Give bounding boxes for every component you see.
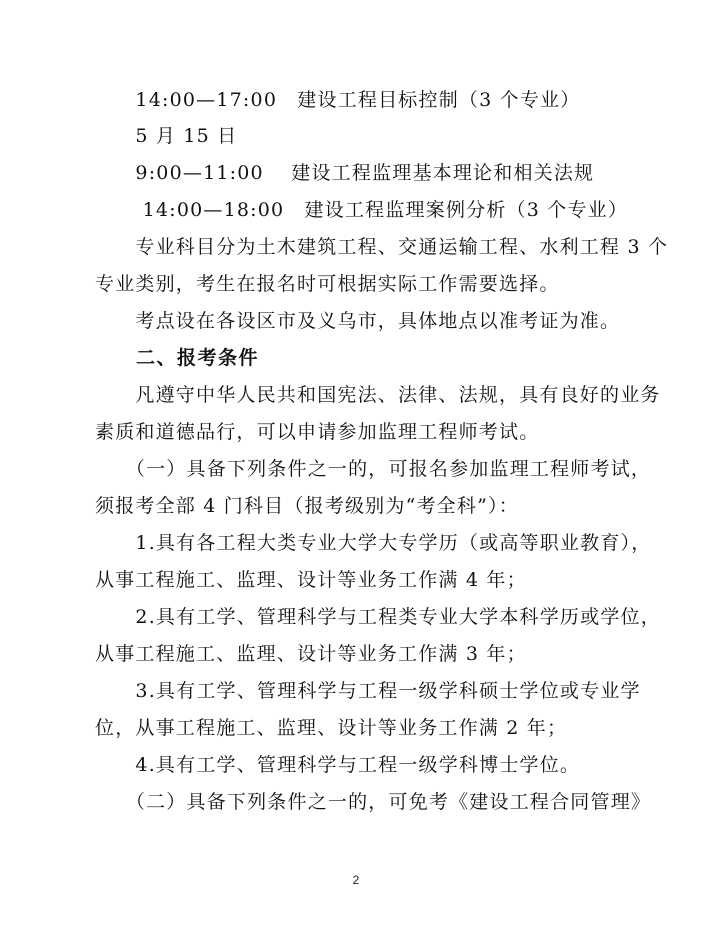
paragraph-line: 专业类别，考生在报名时可根据实际工作需要选择。 (95, 273, 560, 295)
paragraph-line: 须报考全部 4 门科目（报考级别为“考全科”）： (95, 495, 519, 517)
list-item-line: 3.具有工学、管理科学与工程一级学科硕士学位或专业学 (95, 680, 641, 702)
list-item-line: 从事工程施工、监理、设计等业务工作满 4 年； (95, 569, 527, 591)
paragraph-line: 素质和道德品行，可以申请参加监理工程师考试。 (95, 421, 540, 443)
paragraph-line: 专业科目分为土木建筑工程、交通运输工程、水利工程 3 个 (95, 236, 669, 258)
list-item-line: 1.具有各工程大类专业大学大专学历（或高等职业教育）， (95, 532, 652, 554)
paragraph-line: 考点设在各设区市及义乌市，具体地点以准考证为准。 (95, 310, 621, 332)
schedule-line-case-analysis: 14:00—18:00 建设工程监理案例分析（3 个专业） (95, 199, 629, 221)
schedule-date-may-15: 5 月 15 日 (95, 125, 238, 147)
list-item-line: 4.具有工学、管理科学与工程一级学科博士学位。 (95, 754, 581, 776)
paragraph-line: （二）具备下列条件之一的，可免考《建设工程合同管理》 (95, 791, 652, 813)
list-item-line: 2.具有工学、管理科学与工程类专业大学本科学历或学位， (95, 606, 661, 628)
list-item-line: 位，从事工程施工、监理、设计等业务工作满 2 年； (95, 717, 568, 739)
schedule-line-theory-regulations: 9:00—11:00 建设工程监理基本理论和相关法规 (95, 162, 595, 184)
schedule-line-target-control: 14:00—17:00 建设工程目标控制（3 个专业） (95, 89, 581, 111)
paragraph-line: 凡遵守中华人民共和国宪法、法律、法规，具有良好的业务 (95, 384, 661, 406)
section-heading: 二、报考条件 (95, 347, 260, 369)
page-number: 2 (352, 873, 360, 887)
paragraph-line: （一）具备下列条件之一的，可报名参加监理工程师考试， (95, 458, 652, 480)
list-item-line: 从事工程施工、监理、设计等业务工作满 3 年； (95, 643, 527, 665)
